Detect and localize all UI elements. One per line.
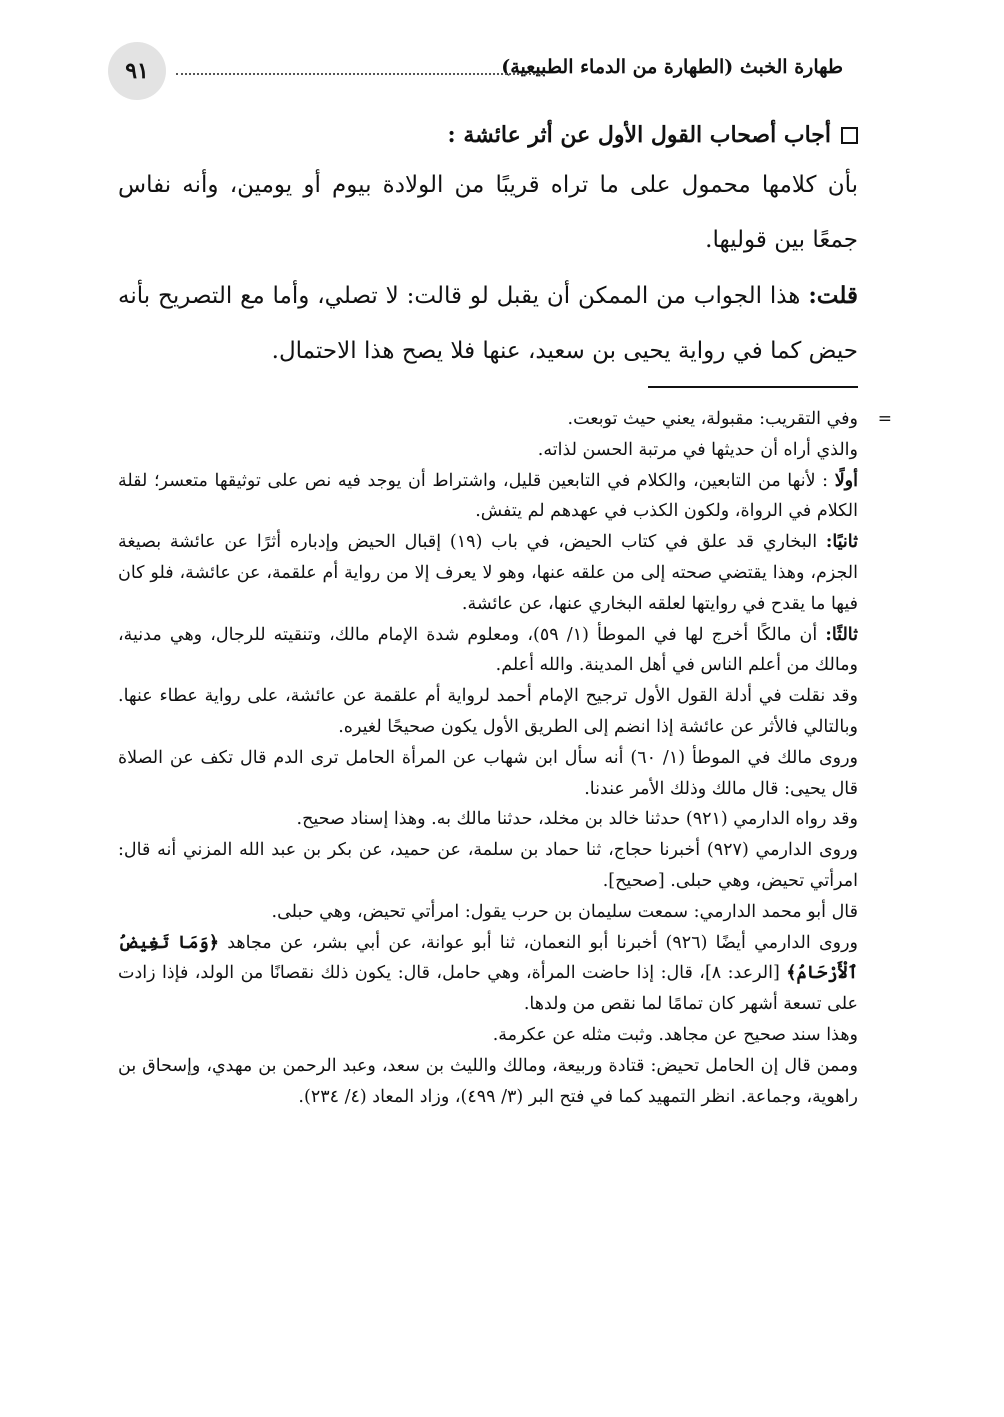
footnote-text: البخاري قد علق في كتاب الحيض، في باب (١٩) إقبال الحيض وإدباره أثرًا عن عائشة بصيغة الجزم، وهذا يقتضي صحته إلى من علقه عنها، وهو لا يعرف إلا من رواية أم علقمة، عن عائشة، فلو كان فيها ما يقدح في روايتها لعلقه البخاري عنها، عن عائشة. [118, 532, 858, 614]
footnote-line: وممن قال إن الحامل تحيض: قتادة وربيعة، ومالك والليث بن سعد، وعبد الرحمن بن مهدي، وإسحاق بن راهوية، وجماعة. انظر التمهيد كما في فتح البر (٣/ ٤٩٩)، وزاد المعاد (٤/ ٢٣٤). [118, 1055, 858, 1107]
footnote-text: : لأنها من التابعين، والكلام في التابعين قليل، واشتراط أن يوجد فيه نص على توثيقها متعسر؛ لقلة الكلام في الرواة، ولكون الكذب في عهدهم لم يتفش. [118, 470, 858, 522]
section-heading [118, 112, 858, 158]
footnote-line: وروى الدارمي (٩٢٧) أخبرنا حجاج، ثنا حماد بن سلمة، عن حميد، عن بكر بن عبد الله المزني أنه قال: امرأتي تحيض، وهي حبلى. [صحيح]. [118, 840, 859, 891]
footnote-text: وروى الدارمي أيضًا (٩٢٦) أخبرنا أبو النعمان، ثنا أبو عوانة، عن أبي بشر، عن مجاهد [219, 932, 858, 953]
footnote-line [118, 928, 858, 1020]
page-number: ٩١ [108, 42, 166, 100]
main-text [118, 112, 858, 379]
footnote-line: قال أبو محمد الدارمي: سمعت سليمان بن حرب يقول: امرأتي تحيض، وهي حبلى. [271, 901, 858, 922]
footnote-line [118, 404, 892, 435]
running-title: طهارة الخبث (الطهارة من الدماء الطبيعية) [501, 56, 843, 78]
footnote-separator [648, 386, 858, 388]
footnotes [118, 404, 892, 1112]
footnote-line: وروى مالك في الموطأ (١/ ٦٠) أنه سأل ابن شهاب عن المرأة الحامل ترى الدم قال تكف عن الصلاة قال يحيى: قال مالك وذلك الأمر عندنا. [118, 747, 859, 799]
footnote-line [118, 466, 858, 528]
footnote-lead: أولًا [834, 470, 858, 491]
footnote-lead: ثانيًا: [825, 532, 859, 553]
section-heading-text: أجاب أصحاب القول الأول عن أثر عائشة : [447, 122, 831, 148]
footnote-line: وقد نقلت في أدلة القول الأول ترجيح الإمام أحمد لرواية أم علقمة عن عائشة، على رواية عطاء عنها. وبالتالي فالأثر عن عائشة إذا انضم إلى الطريق الأول يكون صحيحًا لغيره. [118, 686, 858, 737]
footnote-text: أن مالكًا أخرج لها في الموطأ (١/ ٥٩)، ومعلوم شدة الإمام مالك، وتنقيته للرجال، وهي مدنية، ومالك من أعلم الناس في أهل المدينة. والله أعلم. [118, 624, 858, 676]
leader-dots [176, 73, 543, 75]
footnote-text: وفي التقريب: مقبولة، يعني حيث توبعت. [567, 409, 858, 429]
footnote-line: وهذا سند صحيح عن مجاهد. وثبت مثله عن عكرمة. [492, 1024, 858, 1045]
paragraph-2-text: هذا الجواب من الممكن أن يقبل لو قالت: لا تصلي، وأما مع التصريح بأنه حيض كما في رواية يحيى بن سعيد، عنها فلا يصح هذا الاحتمال. [118, 283, 858, 364]
footnote-text: [الرعد: ٨]، قال: إذا حاضت المرأة، وهي حامل، قال: يكون ذلك نقصانًا من الولد، فإذا زادت على تسعة أشهر كان تمامًا لما نقص من ولدها. [118, 963, 858, 1015]
quran-quote: ﴿وَمَا تَغِيضُ ٱلْأَرْحَامُ﴾ [118, 932, 859, 984]
footnote-line: وقد رواه الدارمي (٩٢١) حدثنا خالد بن مخلد، حدثنا مالك به. وهذا إسناد صحيح. [296, 809, 858, 830]
footnote-line: والذي أراه أن حديثها في مرتبة الحسن لذاته. [537, 439, 858, 460]
footnote-lead: ثالثًا: [825, 624, 858, 645]
footnote-line [118, 620, 858, 682]
continuation-mark: = [877, 409, 892, 429]
footnote-line [118, 527, 858, 619]
paragraph-2 [118, 268, 858, 379]
page-header [108, 42, 843, 100]
paragraph-2-lead: قلت: [808, 282, 858, 309]
paragraph-1: بأن كلامها محمول على ما تراه قريبًا من الولادة بيوم أو يومين، وأنه نفاس جمعًا بين قوليها. [118, 172, 858, 253]
square-bullet-icon [841, 127, 858, 144]
